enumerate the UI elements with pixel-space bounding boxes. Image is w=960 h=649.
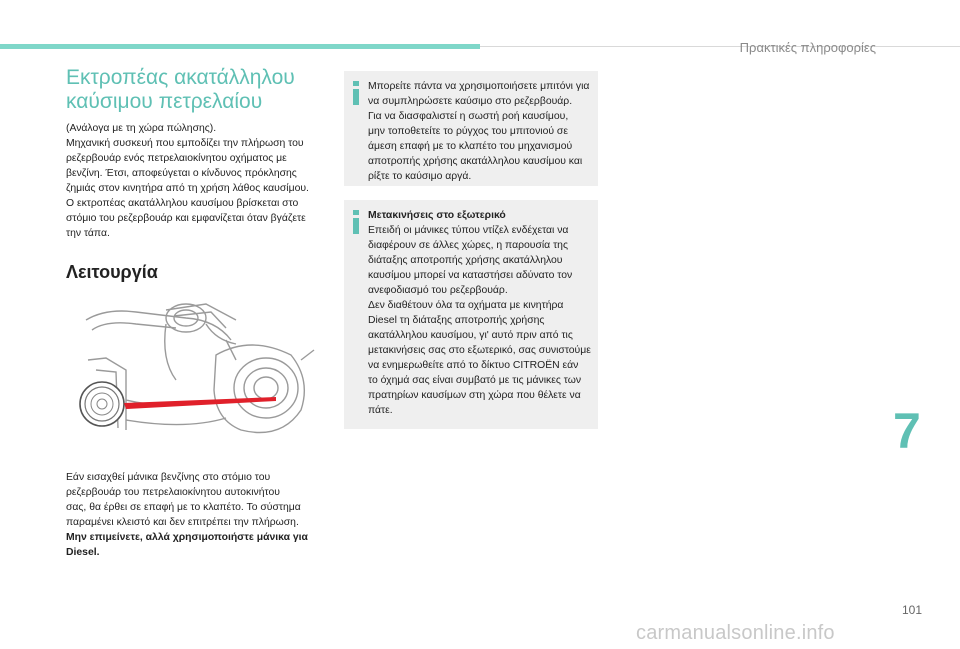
fuel-filler-illustration	[66, 300, 316, 445]
text-line: μην τοποθετείτε το ρύγχος του μπιτονιού σε	[368, 126, 568, 137]
text-line: ρεζερβουάρ του πετρελαιοκίνητου αυτοκινήτου	[66, 487, 280, 498]
text-line: πάτε.	[368, 405, 393, 416]
text-line: διαφέρουν σε άλλες χώρες, η παρουσία της	[368, 240, 568, 251]
text-line: ανεφοδιασμό του ρεζερβουάρ.	[368, 285, 508, 296]
title-line: καύσιμου πετρελαίου	[66, 90, 263, 113]
page-number: 101	[902, 603, 923, 617]
info-box-jerrycan	[344, 71, 598, 186]
info-box-text	[368, 208, 594, 418]
section-header: Πρακτικές πληροφορίες	[739, 40, 876, 55]
text-line: Εάν εισαχθεί μάνικα βενζίνης στο στόμιο του	[66, 472, 271, 483]
text-line: να συμπληρώσετε καύσιμο στο ρεζερβουάρ.	[368, 96, 573, 107]
intro-paragraph	[66, 121, 346, 241]
text-line: αποτροπής χρήσης ακατάλληλου καυσίμου και	[368, 156, 583, 167]
warning-line: Μην επιμείνετε, αλλά χρησιμοποιήστε μάνικα για	[66, 532, 308, 543]
text-line: παραμένει κλειστό και δεν επιτρέπει την πλήρωση.	[66, 517, 299, 528]
info-box-title: Μετακινήσεις στο εξωτερικό	[368, 210, 506, 221]
info-icon	[352, 210, 360, 234]
text-line: καυσίμου μπορεί να καταστήσει αδύνατο τον	[368, 270, 573, 281]
chapter-color-bar	[0, 44, 480, 49]
warning-line: Diesel.	[66, 547, 100, 558]
text-line: πρατηρίων καυσίμων στη χώρα που θέλετε να	[368, 390, 581, 401]
text-line: να ενημερωθείτε από το δίκτυο CITROËN εάν	[368, 360, 579, 371]
text-line: Επειδή οι μάνικες τύπου ντίζελ ενδέχεται να	[368, 225, 569, 236]
text-line: Diesel τη διάταξης αποτροπής χρήσης	[368, 315, 545, 326]
page-title	[66, 66, 336, 114]
chapter-number: 7	[893, 403, 921, 459]
magnifier-icon	[80, 382, 124, 426]
text-line: σας, θα έρθει σε επαφή με το κλαπέτο. Το σύστημα	[66, 502, 301, 513]
text-line: μετακινήσεις σας στο εξωτερικό, σας συνιστούμε	[368, 345, 591, 356]
info-box-text	[368, 79, 594, 184]
text-line: άμεση επαφή με το κλαπέτο του μηχανισμού	[368, 141, 573, 152]
operation-paragraph	[66, 470, 346, 560]
text-line: Δεν διαθέτουν όλα τα οχήματα με κινητήρα	[368, 300, 564, 311]
header-divider	[480, 46, 960, 47]
title-line: Εκτροπέας ακατάλληλου	[66, 66, 295, 89]
text-line: ρίξτε το καύσιμο αργά.	[368, 171, 472, 182]
text-line: (Ανάλογα με τη χώρα πώλησης).	[66, 123, 217, 134]
text-line: βενζίνη. Έτσι, αποφεύγεται ο κίνδυνος πρόκλησης	[66, 168, 297, 179]
text-line: στόμιο του ρεζερβουάρ και εμφανίζεται όταν βγάζετε	[66, 213, 306, 224]
pointer-arrow-icon	[124, 397, 276, 409]
text-line: την τάπα.	[66, 228, 110, 239]
operation-heading: Λειτουργία	[66, 262, 158, 282]
text-line: Ο εκτροπέας ακατάλληλου καυσίμου βρίσκεται στο	[66, 198, 299, 209]
text-line: το όχημά σας είναι συμβατό με τις μάνικες των	[368, 375, 582, 386]
text-line: ρεζερβουάρ ενός πετρελαιοκίνητου οχήματος με	[66, 153, 287, 164]
text-line: ζημιάς στον κινητήρα από τη χρήση λάθος καυσίμου.	[66, 183, 309, 194]
text-line: διάταξης αποτροπής χρήσης ακατάλληλου	[368, 255, 563, 266]
info-box-abroad	[344, 200, 598, 429]
text-line: Για να διασφαλιστεί η σωστή ροή καυσίμου,	[368, 111, 569, 122]
text-line: Μηχανική συσκευή που εμποδίζει την πλήρωση του	[66, 138, 304, 149]
info-icon	[352, 81, 360, 105]
watermark: carmanualsonline.info	[636, 622, 835, 644]
text-line: ακατάλληλου καυσίμου, γι' αυτό πριν από τις	[368, 330, 573, 341]
text-line: Μπορείτε πάντα να χρησιμοποιήσετε μπιτόνι για	[368, 81, 590, 92]
